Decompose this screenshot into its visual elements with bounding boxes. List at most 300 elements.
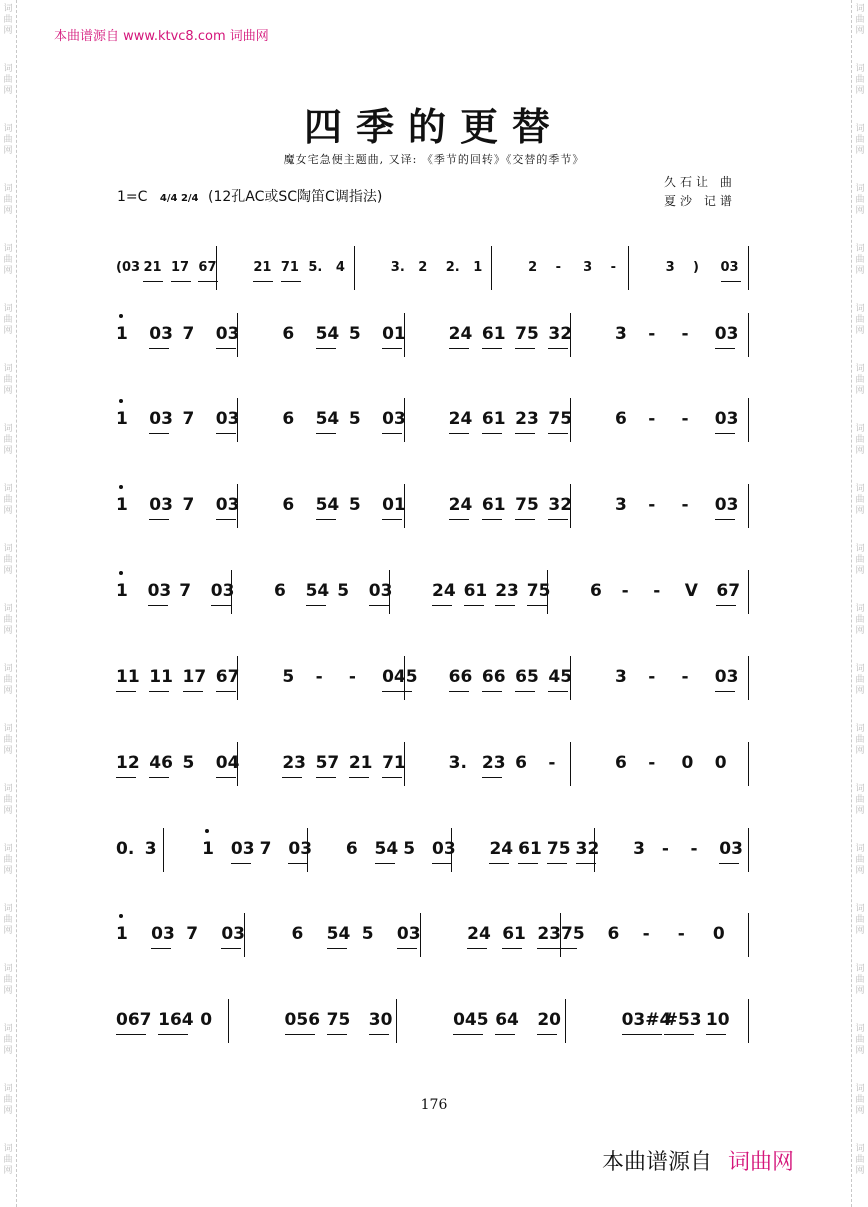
watermark-char: 网 bbox=[3, 926, 13, 936]
jianpu-token: V bbox=[684, 581, 698, 601]
beam-underline bbox=[449, 348, 469, 349]
high-octave-dot bbox=[205, 829, 209, 833]
time-signatures bbox=[160, 193, 202, 204]
watermark-char: 曲 bbox=[3, 915, 13, 925]
watermark-char: 词 bbox=[3, 1144, 13, 1154]
jianpu-token: 75 bbox=[546, 839, 571, 859]
watermark-char: 曲 bbox=[3, 795, 13, 805]
watermark-char: 曲 bbox=[855, 255, 865, 265]
jianpu-token: 2. bbox=[445, 260, 460, 275]
jianpu-token: 1 bbox=[116, 495, 128, 515]
watermark-char: 词 bbox=[3, 124, 13, 134]
watermark-char: 词 bbox=[855, 304, 865, 314]
score-system bbox=[112, 734, 752, 794]
left-watermark-strip bbox=[0, 0, 17, 1207]
jianpu-token: 3 bbox=[583, 260, 593, 275]
jianpu-token: 1 bbox=[116, 409, 128, 429]
jianpu-token: - bbox=[648, 324, 656, 344]
jianpu-token: 32 bbox=[548, 324, 573, 344]
barline bbox=[491, 246, 492, 290]
high-octave-dot bbox=[119, 399, 123, 403]
jianpu-token: 7 bbox=[182, 409, 195, 429]
beam-underline bbox=[327, 948, 347, 949]
jianpu-token: - bbox=[681, 324, 689, 344]
watermark-char: 曲 bbox=[3, 855, 13, 865]
jianpu-token: 24 bbox=[489, 839, 514, 859]
watermark-char: 曲 bbox=[855, 1035, 865, 1045]
beam-underline bbox=[721, 281, 741, 282]
beam-underline bbox=[547, 863, 567, 864]
barline bbox=[451, 828, 452, 872]
key-signature bbox=[117, 186, 382, 206]
jianpu-token: 045 bbox=[453, 1010, 489, 1030]
jianpu-token: 21 bbox=[348, 753, 373, 773]
beam-underline bbox=[482, 348, 502, 349]
beam-underline bbox=[489, 863, 509, 864]
watermark-char: 词 bbox=[855, 844, 865, 854]
watermark-char: 词 bbox=[3, 544, 13, 554]
jianpu-token: 23 bbox=[515, 409, 539, 429]
jianpu-token: 03 bbox=[210, 581, 235, 601]
jianpu-token: 03 bbox=[151, 924, 175, 944]
watermark-char: 网 bbox=[3, 326, 13, 336]
watermark-char: 曲 bbox=[855, 555, 865, 565]
jianpu-token: 32 bbox=[575, 839, 600, 859]
jianpu-token: - bbox=[681, 409, 689, 429]
beam-underline bbox=[482, 433, 502, 434]
beam-underline bbox=[369, 605, 389, 606]
beam-underline bbox=[548, 691, 568, 692]
beam-underline bbox=[216, 519, 236, 520]
end-barline bbox=[748, 828, 749, 872]
high-octave-dot bbox=[119, 485, 123, 489]
watermark-char: 曲 bbox=[855, 615, 865, 625]
jianpu-token: - bbox=[555, 260, 562, 275]
beam-underline bbox=[548, 433, 568, 434]
watermark-char: 网 bbox=[855, 146, 865, 156]
watermark-char: 曲 bbox=[855, 315, 865, 325]
beam-underline bbox=[482, 691, 502, 692]
jianpu-token: 3. bbox=[390, 260, 405, 275]
beam-underline bbox=[432, 863, 452, 864]
watermark-char: 曲 bbox=[3, 375, 13, 385]
beam-underline bbox=[715, 348, 735, 349]
jianpu-token: (03 bbox=[116, 260, 141, 275]
watermark-char: 曲 bbox=[855, 435, 865, 445]
jianpu-token: 3 bbox=[614, 324, 627, 344]
jianpu-token: - bbox=[648, 753, 656, 773]
barline bbox=[570, 313, 571, 357]
time-signature-a: 4/4 bbox=[159, 193, 178, 204]
jianpu-token: 7 bbox=[179, 581, 192, 601]
beam-underline bbox=[548, 348, 568, 349]
barline bbox=[163, 828, 164, 872]
beam-underline bbox=[253, 281, 273, 282]
jianpu-token: 03 bbox=[149, 495, 173, 515]
jianpu-token: 03 bbox=[432, 839, 456, 859]
beam-underline bbox=[231, 863, 251, 864]
jianpu-token: 75 bbox=[548, 409, 573, 429]
end-barline bbox=[748, 742, 749, 786]
watermark-char: 词 bbox=[3, 424, 13, 434]
beam-underline bbox=[467, 948, 487, 949]
watermark-char: 曲 bbox=[3, 615, 13, 625]
jianpu-token: 056 bbox=[284, 1010, 321, 1030]
beam-underline bbox=[382, 519, 402, 520]
jianpu-token: 6 bbox=[345, 839, 358, 859]
watermark-char: 曲 bbox=[855, 735, 865, 745]
watermark-char: 曲 bbox=[3, 1095, 13, 1105]
jianpu-token: 66 bbox=[481, 667, 506, 687]
jianpu-token: 4 bbox=[335, 260, 345, 275]
barline bbox=[389, 570, 390, 614]
watermark-char: 词 bbox=[3, 724, 13, 734]
jianpu-token: 2 bbox=[418, 260, 428, 275]
beam-underline bbox=[149, 777, 169, 778]
jianpu-token: 3 bbox=[665, 260, 675, 275]
watermark-char: 词 bbox=[855, 904, 865, 914]
jianpu-token: 57 bbox=[315, 753, 340, 773]
jianpu-token: 0. bbox=[116, 839, 135, 859]
score-system bbox=[112, 991, 752, 1051]
jianpu-token: 5 bbox=[182, 753, 195, 773]
jianpu-token: 3. bbox=[448, 753, 467, 773]
jianpu-token: - bbox=[690, 839, 698, 859]
beam-underline bbox=[382, 777, 402, 778]
jianpu-token: 03 bbox=[714, 409, 739, 429]
jianpu-token: 03 bbox=[288, 839, 313, 859]
beam-underline bbox=[548, 519, 568, 520]
beam-underline bbox=[327, 1034, 347, 1035]
jianpu-token: 6 bbox=[614, 753, 627, 773]
jianpu-token: - bbox=[661, 839, 669, 859]
beam-underline bbox=[216, 777, 236, 778]
watermark-char: 词 bbox=[3, 4, 13, 14]
watermark-char: 词 bbox=[855, 784, 865, 794]
jianpu-token: 10 bbox=[705, 1010, 730, 1030]
barline bbox=[560, 913, 561, 957]
jianpu-token: 03 bbox=[714, 495, 739, 515]
barline bbox=[570, 742, 571, 786]
transcriber-credit: 夏沙 记谱 bbox=[664, 194, 736, 208]
watermark-char: 曲 bbox=[855, 915, 865, 925]
jianpu-token: 3 bbox=[144, 839, 157, 859]
watermark-char: 网 bbox=[3, 986, 13, 996]
jianpu-token: 03 bbox=[215, 495, 240, 515]
jianpu-token: 54 bbox=[315, 324, 340, 344]
jianpu-token: 5 bbox=[337, 581, 350, 601]
jianpu-token: 24 bbox=[432, 581, 456, 601]
jianpu-token: 7 bbox=[259, 839, 272, 859]
jianpu-token: 03 bbox=[714, 667, 739, 687]
watermark-char: 网 bbox=[3, 206, 13, 216]
barline bbox=[547, 570, 548, 614]
jianpu-token: 6 bbox=[274, 581, 286, 601]
barline bbox=[237, 484, 238, 528]
watermark-char: 词 bbox=[855, 1084, 865, 1094]
jianpu-token: 54 bbox=[326, 924, 351, 944]
jianpu-token: 03 bbox=[382, 409, 406, 429]
jianpu-token: 71 bbox=[382, 753, 406, 773]
jianpu-token: 1 bbox=[202, 839, 215, 859]
jianpu-token: - bbox=[648, 409, 656, 429]
jianpu-token: 03 bbox=[149, 409, 173, 429]
jianpu-token: 03 bbox=[149, 324, 173, 344]
watermark-char: 曲 bbox=[855, 375, 865, 385]
jianpu-token: 75 bbox=[515, 324, 539, 344]
watermark-char: 词 bbox=[855, 724, 865, 734]
watermark-char: 词 bbox=[855, 184, 865, 194]
jianpu-token: 5 bbox=[348, 409, 361, 429]
jianpu-token: - bbox=[548, 753, 556, 773]
jianpu-token: 1 bbox=[116, 324, 128, 344]
jianpu-token: 2375 bbox=[537, 924, 585, 944]
jianpu-token: 5. bbox=[308, 260, 323, 275]
watermark-char: 词 bbox=[855, 124, 865, 134]
beam-underline bbox=[149, 691, 169, 692]
beam-underline bbox=[183, 691, 203, 692]
watermark-char: 曲 bbox=[3, 15, 13, 25]
jianpu-token: 75 bbox=[526, 581, 551, 601]
watermark-char: 网 bbox=[3, 1106, 13, 1116]
watermark-char: 词 bbox=[3, 1084, 13, 1094]
score-system bbox=[112, 820, 752, 880]
watermark-char: 网 bbox=[3, 446, 13, 456]
beam-underline bbox=[449, 519, 469, 520]
jianpu-token: 1 bbox=[116, 924, 128, 944]
barline bbox=[570, 656, 571, 700]
watermark-char: 网 bbox=[855, 1046, 865, 1056]
beam-underline bbox=[211, 605, 231, 606]
watermark-char: 网 bbox=[3, 746, 13, 756]
watermark-char: 曲 bbox=[3, 975, 13, 985]
watermark-char: 词 bbox=[855, 244, 865, 254]
beam-underline bbox=[537, 1034, 557, 1035]
barline bbox=[404, 742, 405, 786]
footer-site-link[interactable]: 词曲网 bbox=[728, 1150, 795, 1175]
beam-underline bbox=[449, 433, 469, 434]
beam-underline bbox=[515, 348, 535, 349]
end-barline bbox=[748, 570, 749, 614]
barline bbox=[404, 313, 405, 357]
jianpu-token: 03 bbox=[147, 581, 172, 601]
watermark-char: 网 bbox=[855, 746, 865, 756]
beam-underline bbox=[158, 1034, 188, 1035]
score-system bbox=[112, 648, 752, 708]
beam-underline bbox=[149, 433, 169, 434]
beam-underline bbox=[382, 691, 412, 692]
key-label: 1=C bbox=[117, 189, 148, 205]
watermark-char: 曲 bbox=[3, 735, 13, 745]
watermark-char: 网 bbox=[3, 146, 13, 156]
jianpu-token: 24 bbox=[448, 409, 473, 429]
jianpu-token: - bbox=[315, 667, 323, 687]
high-octave-dot bbox=[119, 914, 123, 918]
watermark-char: 曲 bbox=[3, 1155, 13, 1165]
source-header[interactable]: 本曲谱源自 www.ktvc8.com 词曲网 bbox=[54, 29, 269, 44]
watermark-char: 曲 bbox=[3, 555, 13, 565]
beam-underline bbox=[537, 948, 577, 949]
song-subtitle: 魔女宅急便主题曲, 又译: 《季节的回转》《交替的季节》 bbox=[283, 153, 585, 166]
page-number: 176 bbox=[420, 1097, 448, 1113]
beam-underline bbox=[288, 863, 308, 864]
beam-underline bbox=[369, 1034, 389, 1035]
beam-underline bbox=[281, 281, 301, 282]
jianpu-token: - bbox=[621, 581, 629, 601]
beam-underline bbox=[216, 691, 236, 692]
jianpu-token: 6 bbox=[607, 924, 620, 944]
watermark-char: 网 bbox=[3, 506, 13, 516]
watermark-char: 曲 bbox=[3, 75, 13, 85]
jianpu-token: 12 bbox=[116, 753, 140, 773]
beam-underline bbox=[316, 777, 336, 778]
jianpu-token: 164 bbox=[158, 1010, 194, 1030]
beam-underline bbox=[316, 348, 336, 349]
beam-underline bbox=[515, 691, 535, 692]
jianpu-token: 1 bbox=[473, 260, 483, 275]
jianpu-token: 2 bbox=[528, 260, 538, 275]
watermark-char: 网 bbox=[3, 26, 13, 36]
score-system bbox=[112, 305, 752, 365]
watermark-char: 网 bbox=[3, 626, 13, 636]
beam-underline bbox=[464, 605, 484, 606]
jianpu-token: #53 bbox=[663, 1010, 702, 1030]
watermark-char: 词 bbox=[3, 844, 13, 854]
jianpu-token: 20 bbox=[537, 1010, 561, 1030]
watermark-char: 词 bbox=[855, 964, 865, 974]
barline bbox=[565, 999, 566, 1043]
jianpu-token: 03 bbox=[230, 839, 255, 859]
song-title: 四季的更替 bbox=[303, 104, 564, 149]
jianpu-token: 23 bbox=[481, 753, 506, 773]
score-system bbox=[112, 476, 752, 536]
jianpu-token: 23 bbox=[495, 581, 519, 601]
watermark-char: 曲 bbox=[855, 135, 865, 145]
high-octave-dot bbox=[119, 314, 123, 318]
jianpu-token: 67 bbox=[198, 260, 217, 275]
beam-underline bbox=[515, 519, 535, 520]
watermark-char: 网 bbox=[855, 1106, 865, 1116]
jianpu-token: 46 bbox=[149, 753, 173, 773]
end-barline bbox=[748, 484, 749, 528]
jianpu-token: 03#4 bbox=[621, 1010, 672, 1030]
jianpu-token: 0 bbox=[712, 924, 725, 944]
jianpu-token: - bbox=[677, 924, 685, 944]
jianpu-token: 067 bbox=[116, 1010, 152, 1030]
watermark-char: 曲 bbox=[855, 975, 865, 985]
watermark-char: 网 bbox=[3, 266, 13, 276]
footer-text: 本曲谱源自 bbox=[602, 1150, 713, 1175]
watermark-char: 网 bbox=[855, 266, 865, 276]
beam-underline bbox=[622, 1034, 662, 1035]
watermark-char: 网 bbox=[3, 1166, 13, 1176]
barline bbox=[404, 484, 405, 528]
watermark-char: 网 bbox=[855, 86, 865, 96]
watermark-char: 网 bbox=[855, 926, 865, 936]
jianpu-token: 24 bbox=[448, 324, 473, 344]
barline bbox=[244, 913, 245, 957]
watermark-char: 词 bbox=[855, 1024, 865, 1034]
barline bbox=[228, 999, 229, 1043]
barline bbox=[570, 484, 571, 528]
jianpu-token: 24 bbox=[448, 495, 473, 515]
beam-underline bbox=[151, 948, 171, 949]
time-signature-b: 2/4 bbox=[180, 193, 199, 204]
end-barline bbox=[748, 246, 749, 290]
jianpu-token: 6 bbox=[590, 581, 602, 601]
beam-underline bbox=[143, 281, 163, 282]
watermark-char: 词 bbox=[3, 664, 13, 674]
beam-underline bbox=[148, 605, 168, 606]
jianpu-token: 5 bbox=[348, 495, 361, 515]
score-system bbox=[112, 390, 752, 450]
jianpu-token: 61 bbox=[502, 924, 526, 944]
watermark-char: 词 bbox=[855, 544, 865, 554]
watermark-char: 网 bbox=[855, 566, 865, 576]
watermark-char: 曲 bbox=[855, 75, 865, 85]
beam-underline bbox=[432, 605, 452, 606]
watermark-char: 词 bbox=[855, 604, 865, 614]
beam-underline bbox=[282, 777, 302, 778]
beam-underline bbox=[664, 1034, 694, 1035]
beam-underline bbox=[482, 777, 502, 778]
beam-underline bbox=[715, 433, 735, 434]
beam-underline bbox=[171, 281, 191, 282]
high-octave-dot bbox=[119, 571, 123, 575]
jianpu-token: 32 bbox=[548, 495, 573, 515]
end-barline bbox=[748, 913, 749, 957]
jianpu-token: 64 bbox=[495, 1010, 519, 1030]
jianpu-token: - bbox=[642, 924, 650, 944]
jianpu-token: 03 bbox=[396, 924, 421, 944]
beam-underline bbox=[495, 1034, 515, 1035]
barline bbox=[231, 570, 232, 614]
beam-underline bbox=[518, 863, 538, 864]
watermark-char: 词 bbox=[3, 904, 13, 914]
beam-underline bbox=[149, 348, 169, 349]
jianpu-token: 75 bbox=[326, 1010, 351, 1030]
footer-source[interactable] bbox=[602, 1145, 794, 1176]
jianpu-token: 75 bbox=[515, 495, 539, 515]
jianpu-token: 03 bbox=[368, 581, 393, 601]
jianpu-token: 54 bbox=[374, 839, 399, 859]
composer-credit: 久石让 曲 bbox=[664, 175, 736, 189]
jianpu-token: 7 bbox=[186, 924, 199, 944]
beam-underline bbox=[216, 348, 236, 349]
barline bbox=[237, 742, 238, 786]
jianpu-token: 04 bbox=[215, 753, 240, 773]
jianpu-token: 23 bbox=[282, 753, 306, 773]
jianpu-token: 17 bbox=[182, 667, 207, 687]
watermark-char: 曲 bbox=[855, 675, 865, 685]
watermark-char: 网 bbox=[855, 446, 865, 456]
end-barline bbox=[748, 398, 749, 442]
watermark-char: 网 bbox=[3, 386, 13, 396]
jianpu-token: 67 bbox=[716, 581, 741, 601]
jianpu-token: 01 bbox=[382, 324, 406, 344]
instrument-note: (12孔AC或SC陶笛C调指法) bbox=[208, 189, 383, 205]
watermark-char: 曲 bbox=[855, 15, 865, 25]
beam-underline bbox=[502, 948, 522, 949]
watermark-char: 网 bbox=[855, 986, 865, 996]
watermark-char: 词 bbox=[855, 664, 865, 674]
watermark-char: 曲 bbox=[3, 255, 13, 265]
beam-underline bbox=[495, 605, 515, 606]
beam-underline bbox=[349, 777, 369, 778]
jianpu-token: 61 bbox=[481, 324, 506, 344]
jianpu-token: 67 bbox=[215, 667, 240, 687]
beam-underline bbox=[116, 691, 136, 692]
